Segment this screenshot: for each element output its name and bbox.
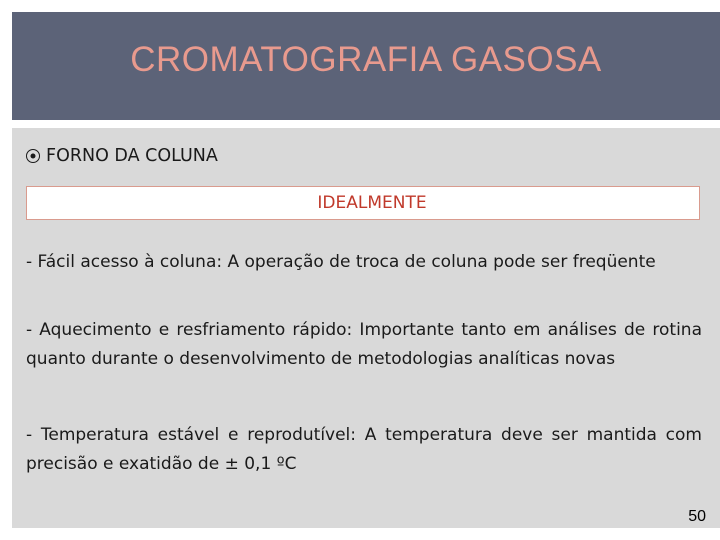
slide-title: CROMATOGRAFIA GASOSA (130, 40, 602, 79)
paragraph-access: - Fácil acesso à coluna: A operação de troca de coluna pode ser freqüente (26, 252, 656, 272)
section-heading-label: FORNO DA COLUNA (46, 146, 218, 166)
paragraph-heating: - Aquecimento e resfriamento rápido: Importante tanto em análises de rotina quanto durante o desenvolvimento de metodologias analíticas novas (26, 320, 702, 369)
idealmente-box (26, 186, 700, 220)
idealmente-label: IDEALMENTE (317, 193, 427, 213)
section-heading (26, 146, 218, 166)
title-bar (12, 12, 720, 120)
content-panel (12, 128, 720, 528)
page-number: 50 (688, 508, 706, 525)
target-icon (26, 149, 40, 163)
paragraph-temperature: - Temperatura estável e reprodutível: A temperatura deve ser mantida com precisão e exatidão de ± 0,1 ºC (26, 425, 702, 474)
